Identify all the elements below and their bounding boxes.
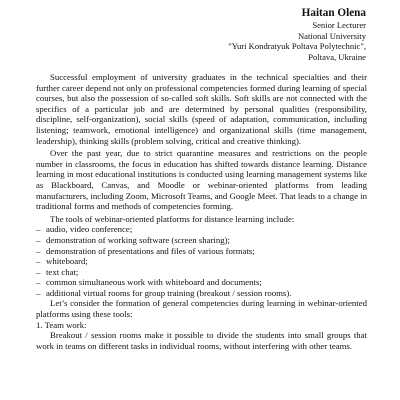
list-item: – whiteboard; bbox=[36, 256, 88, 267]
author-block bbox=[228, 6, 366, 62]
list-item: – audio, video conference; bbox=[36, 224, 133, 235]
paragraph-distance-learning: Over the past year, due to strict quarantine measures and restrictions on the people number in classrooms, the focus in education has shifted towards distance learning. Distance learning in most educational institutions is conducted using learning management systems like as Blackboard, Canvas, and Moodle or webinar-oriented platforms from leading manufacturers, including Zoom, Microsoft Teams, and Google Meet. That leads to a change in traditional forms and methods of competencies forming. bbox=[36, 148, 367, 212]
author-city: Poltava, Ukraine bbox=[308, 51, 366, 62]
author-university-name: "Yuri Kondratyuk Poltava Polytechnic", bbox=[228, 41, 366, 52]
paragraph-breakout-rooms: Breakout / session rooms make it possible to divide the students into small groups that work in teams on different tasks in individual rooms, without interfering with other teams. bbox=[36, 330, 367, 351]
list-item: – text chat; bbox=[36, 266, 79, 277]
list-item: – demonstration of presentations and files of various formats; bbox=[36, 245, 255, 256]
author-name: Haitan Olena bbox=[301, 7, 366, 19]
list-item: – common simultaneous work with whiteboard and documents; bbox=[36, 277, 262, 288]
list-item: – additional virtual rooms for group training (breakout / session rooms). bbox=[36, 287, 292, 298]
list-item: – demonstration of working software (screen sharing); bbox=[36, 234, 230, 245]
tools-list bbox=[36, 224, 367, 298]
paragraph-soft-skills: Successful employment of university graduates in the technical specialties and their further career depend not only on professional competencies formed during learning of special courses, but also the possession of so-called soft skills. Soft skills are not connected with the specifics of a particular job and are determined by personal qualities (responsibility, discipline, self-organization), social skills (speed of adaptation, communication, including listening; teamwork, emotional intelligence) and organizational skills (time management, leadership), thinking skills (problem solving, critical and creative thinking). bbox=[36, 72, 367, 146]
paragraph-general-competencies: Let’s consider the formation of general competencies during learning in webinar-oriented platforms using these tools: bbox=[36, 298, 367, 320]
author-university: National University bbox=[297, 30, 366, 41]
paragraph-tools-intro: The tools of webinar-oriented platforms for distance learning include: bbox=[50, 213, 295, 224]
author-position: Senior Lecturer bbox=[312, 20, 366, 30]
document-body bbox=[36, 72, 367, 351]
section-heading-team-work: 1. Team work: bbox=[36, 319, 87, 330]
